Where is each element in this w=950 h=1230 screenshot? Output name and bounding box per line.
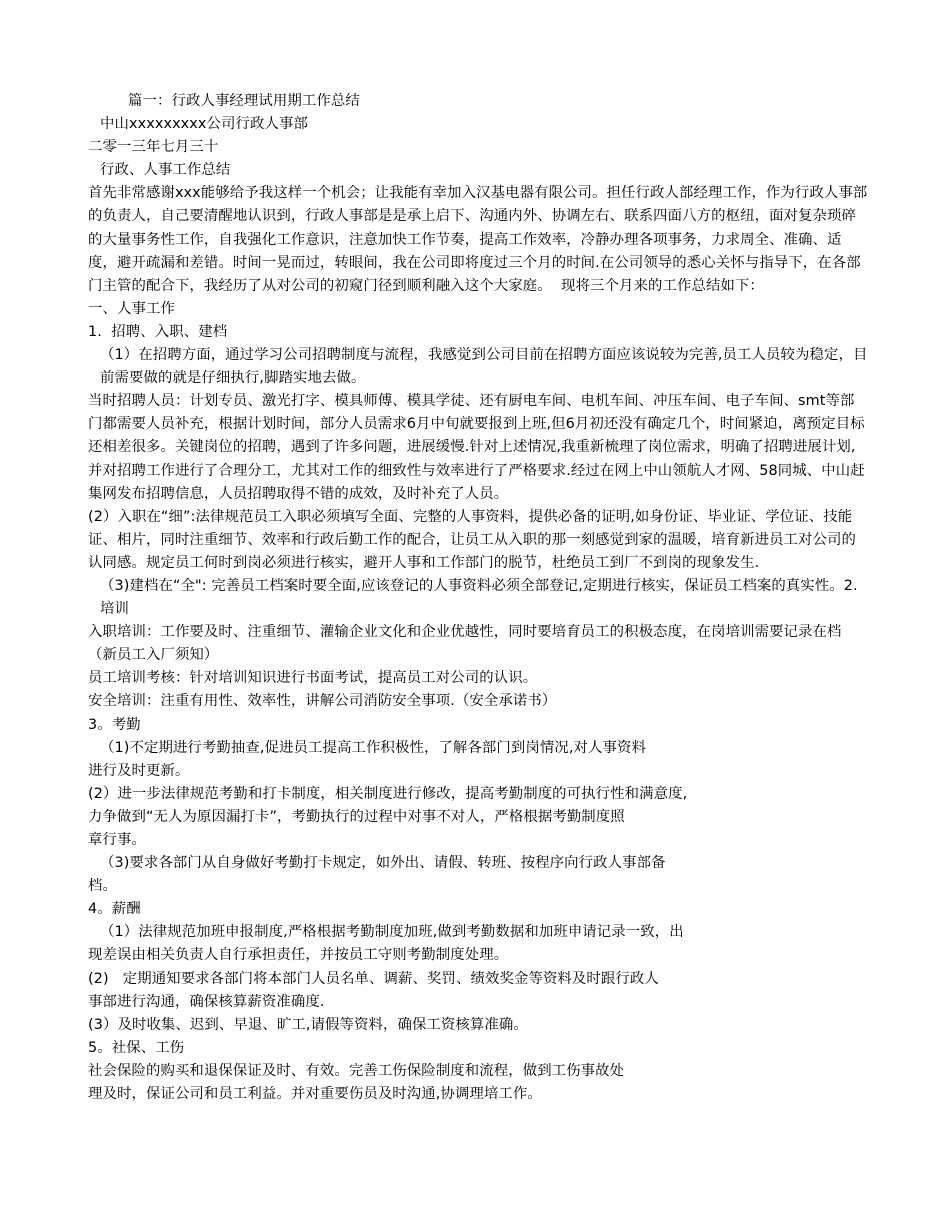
subsection-heading: 3。考勤 [88, 716, 141, 733]
paragraph: (2）入职在“细”:法律规范员工入职必须填写全面、完整的人事资料，提供必备的证明,如身份证、毕业证、学位证、技能证、相片，同时注重细节、效率和行政后勤工作的配合，让员工从入职的那一刻感觉到家的温暖，培育新进员工对公司的认同感。规定员工何时到岗必须进行核实，避开人事和工作部门的脱节，杜绝员工到厂不到岗的现象发生. [88, 508, 857, 571]
paragraph-line: (3）及时收集、迟到、早退、旷工,请假等资料，确保工资核算准确。 [88, 1016, 528, 1033]
date-line: 二零一三年七月三十 [88, 139, 219, 156]
document-page [88, 90, 868, 1106]
subsection-heading: 1. 招聘、入职、建档 [88, 323, 228, 340]
paragraph-line: 理及时，保证公司和员工利益。并对重要伤员及时沟通,协调理培工作。 [88, 1086, 542, 1103]
paragraph: （3)建档在“全": 完善员工档案时要全面,应该登记的人事资料必须全部登记,定期进行核实，保证员工档案的真实性。2.培训 [100, 577, 858, 618]
paragraph-line: 进行及时更新。 [88, 762, 190, 779]
subtitle-line: 行政、人事工作总结 [100, 162, 231, 179]
subsection-heading: 4。薪酬 [88, 901, 141, 918]
paragraph-line: 力争做到“无人为原因漏打卡”，考勤执行的过程中对事不对人，严格根据考勤制度照 [88, 808, 625, 825]
subsection-heading: 5。社保、工伤 [88, 1039, 185, 1056]
paragraph-line: 档。 [88, 878, 117, 895]
section-heading: 一、人事工作 [88, 300, 175, 317]
document-title: 篇一：行政人事经理试用期工作总结 [128, 93, 360, 109]
paragraph: （1）在招聘方面，通过学习公司招聘制度与流程，我感觉到公司目前在招聘方面应该说较为完善,员工人员较为稳定，目前需要做的就是仔细执行,脚踏实地去做。 [100, 347, 868, 387]
paragraph: 员工培训考核：针对培训知识进行书面考试，提高员工对公司的认识。 [88, 670, 538, 687]
paragraph-line: (2）进一步法律规范考勤和打卡制度，相关制度进行修改，提高考勤制度的可执行性和满意度, [88, 785, 688, 802]
paragraph: 当时招聘人员：计划专员、激光打字、模具师傅、模具学徒、还有厨电车间、电机车间、冲压车间、电子车间、smt等部门都需要人员补充，根据计划时间，部分人员需求6月中旬就要报到上班,但6月初还没有确定几个，时间紧迫，离预定目标还相差很多。关键岗位的招聘，遇到了许多问题，进展缓慢.针对上述情况,我重新梳理了岗位需求，明确了招聘进展计划,并对招聘工作进行了合理分工，尤其对工作的细致性与效率进行了严格要求.经过在网上中山领航人才网、58同城、中山赶集网发布招聘信息，人员招聘取得不错的成效，及时补充了人员。 [88, 393, 865, 502]
intro-paragraph: 首先非常感谢xxx能够给予我这样一个机会；让我能有幸加入汉基电器有限公司。担任行政人部经理工作，作为行政人事部的负责人，自己要清醒地认识到，行政人事部是是承上启下、沟通内外、协调左右、联系四面八方的枢纽，面对复杂琐碎的大量事务性工作，自我强化工作意识，注意加快工作节奏，提高工作效率，冷静办理各项事务，力求周全、准确、适度，避开疏漏和差错。时间一晃而过，转眼间，我在公司即将度过三个月的时间.在公司领导的悉心关怀与指导下，在各部门主管的配合下，我经历了从对公司的初窥门径到顺利融入这个大家庭。 现将三个月来的工作总结如下： [88, 185, 868, 294]
paragraph: 安全培训：注重有用性、效率性，讲解公司消防安全事项.（安全承诺书） [88, 693, 557, 710]
paragraph-line: 社会保险的购买和退保保证及时、有效。完善工伤保险制度和流程，做到工伤事故处 [88, 1062, 625, 1079]
department-line: 中山xxxxxxxxx公司行政人事部 [100, 116, 308, 133]
paragraph-line: 现差误由相关负责人自行承担责任，并按员工守则考勤制度处理。 [88, 947, 509, 964]
paragraph: 入职培训：工作要及时、注重细节、灌输企业文化和企业优越性，同时要培育员工的积极态度，在岗培训需要记录在档（新员工入厂须知） [88, 624, 842, 664]
paragraph-line: 事部进行沟通，确保核算薪资准确度. [88, 993, 325, 1010]
paragraph-line: （1）法律规范加班申报制度,严格根据考勤制度加班,做到考勤数据和加班申请记录一致，出 [100, 924, 684, 941]
paragraph-line: 章行事。 [88, 832, 146, 848]
paragraph-line: （1)不定期进行考勤抽查,促进员工提高工作积极性，了解各部门到岗情况,对人事资料 [100, 739, 646, 756]
paragraph-line: (2) 定期通知要求各部门将本部门人员名单、调薪、奖罚、绩效奖金等资料及时跟行政人 [88, 970, 659, 987]
paragraph-line: （3)要求各部门从自身做好考勤打卡规定，如外出、请假、转班、按程序向行政人事部备 [100, 855, 666, 872]
